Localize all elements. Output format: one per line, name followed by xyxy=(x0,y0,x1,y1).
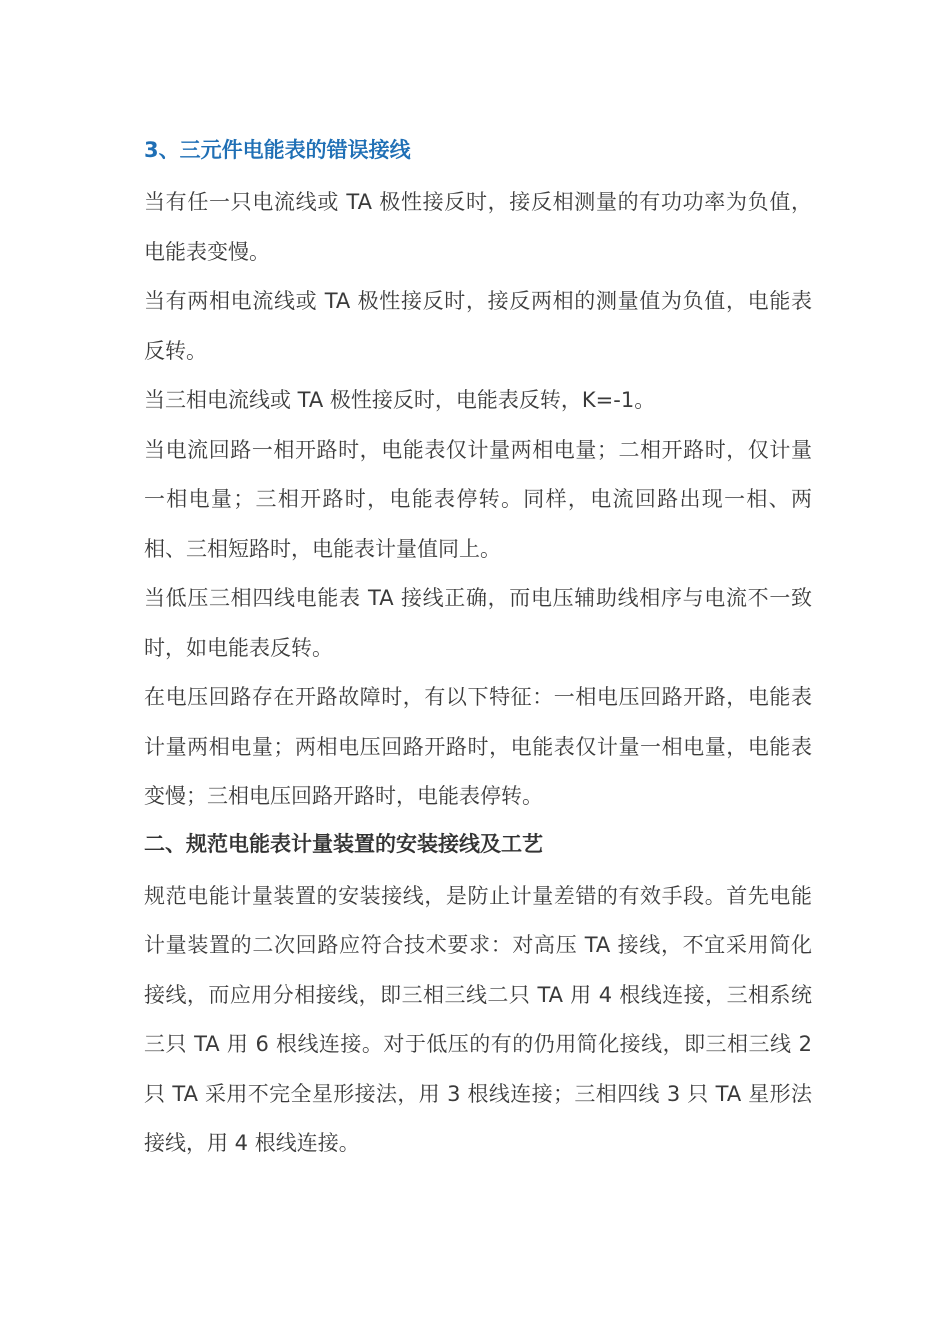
section-heading-2: 二、规范电能表计量装置的安装接线及工艺 xyxy=(144,831,543,856)
paragraph: 当低压三相四线电能表 TA 接线正确，而电压辅助线相序与电流不一致时，如电能表反转。 xyxy=(144,586,812,660)
paragraph: 当有任一只电流线或 TA 极性接反时，接反相测量的有功功率为负值，电能表变慢。 xyxy=(144,190,812,264)
paragraph: 当电流回路一相开路时，电能表仅计量两相电量；二相开路时，仅计量一相电量；三相开路时，电能表停转。同样，电流回路出现一相、两相、三相短路时，电能表计量值同上。 xyxy=(144,437,812,561)
paragraph: 当有两相电流线或 TA 极性接反时，接反两相的测量值为负值，电能表反转。 xyxy=(144,289,812,363)
document-body xyxy=(144,130,812,1169)
section-heading-3: 3、三元件电能表的错误接线 xyxy=(144,138,411,162)
paragraph: 规范电能计量装置的安装接线，是防止计量差错的有效手段。首先电能计量装置的二次回路应符合技术要求：对高压 TA 接线，不宜采用简化接线，而应用分相接线，即三相三线二只 TA 用 4 根线连接，三相系统三只 TA 用 6 根线连接。对于低压的有的仍用简化接线，即三相三线 2 只 TA 采用不完全星形接法，用 3 根线连接；三相四线 3 只 TA 星形法接线，用 4 根线连接。 xyxy=(144,883,812,1155)
paragraph: 当三相电流线或 TA 极性接反时，电能表反转，K=-1。 xyxy=(144,388,656,412)
paragraph: 在电压回路存在开路故障时，有以下特征：一相电压回路开路，电能表计量两相电量；两相电压回路开路时，电能表仅计量一相电量，电能表变慢；三相电压回路开路时，电能表停转。 xyxy=(144,685,812,808)
